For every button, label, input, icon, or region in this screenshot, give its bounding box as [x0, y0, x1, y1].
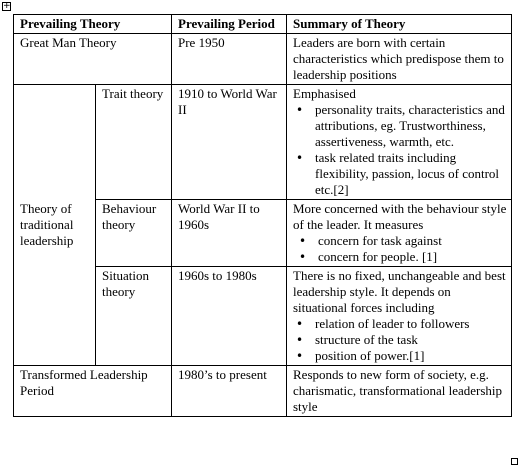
transformed-period-cell: 1980’s to present: [172, 366, 287, 417]
list-item: • concern for task against: [293, 233, 507, 249]
list-item: • structure of the task: [293, 332, 507, 348]
header-row: [14, 15, 512, 34]
table-row-transformed: [14, 366, 512, 417]
list-item: • relation of leader to followers: [293, 316, 507, 332]
traditional-leadership-group-cell: Theory of traditional leadership: [14, 85, 96, 366]
behaviour-summary-intro: More concerned with the behaviour style of the leader. It measures: [293, 201, 507, 232]
situation-bullet-list: [293, 316, 507, 364]
table-move-handle-icon[interactable]: +: [3, 1, 11, 11]
header-prevailing-period: Prevailing Period: [172, 15, 287, 34]
header-prevailing-theory: Prevailing Theory: [14, 15, 172, 34]
behaviour-summary-cell: [287, 200, 512, 267]
situation-summary-cell: [287, 267, 512, 366]
great-man-theory-cell: Great Man Theory: [14, 34, 172, 85]
list-item: • position of power.[1]: [293, 348, 507, 364]
great-man-summary-cell: Leaders are born with certain characteristics which predispose them to leadership positions: [287, 34, 512, 85]
situation-summary-intro: There is no fixed, unchangeable and best leadership style. It depends on situational forces including: [293, 268, 506, 315]
situation-theory-cell: Situation theory: [96, 267, 172, 366]
trait-bullet-list: [293, 102, 507, 198]
behaviour-bullet-list: [293, 233, 507, 265]
list-item: • task related traits including flexibility, passion, locus of control etc.[2]: [293, 150, 507, 198]
table-row-great-man: [14, 34, 512, 85]
trait-period-cell: 1910 to World War II: [172, 85, 287, 200]
situation-period-cell: 1960s to 1980s: [172, 267, 287, 366]
table-resize-handle-icon[interactable]: [511, 458, 518, 465]
list-item: • personality traits, characteristics and attributions, eg. Trustworthiness, assertiveness, warmth, etc.: [293, 102, 507, 150]
great-man-period-cell: Pre 1950: [172, 34, 287, 85]
transformed-summary-cell: Responds to new form of society, e.g. charismatic, transformational leadership style: [287, 366, 512, 417]
header-summary-of-theory: Summary of Theory: [287, 15, 512, 34]
trait-summary-cell: [287, 85, 512, 200]
list-item: • concern for people. [1]: [293, 249, 507, 265]
trait-summary-intro: Emphasised: [293, 86, 356, 101]
trait-theory-cell: Trait theory: [96, 85, 172, 200]
behaviour-period-cell: World War II to 1960s: [172, 200, 287, 267]
behaviour-theory-cell: Behaviour theory: [96, 200, 172, 267]
table-row-trait: [14, 85, 512, 200]
transformed-theory-cell: Transformed Leadership Period: [14, 366, 172, 417]
leadership-theory-table: [13, 14, 512, 417]
